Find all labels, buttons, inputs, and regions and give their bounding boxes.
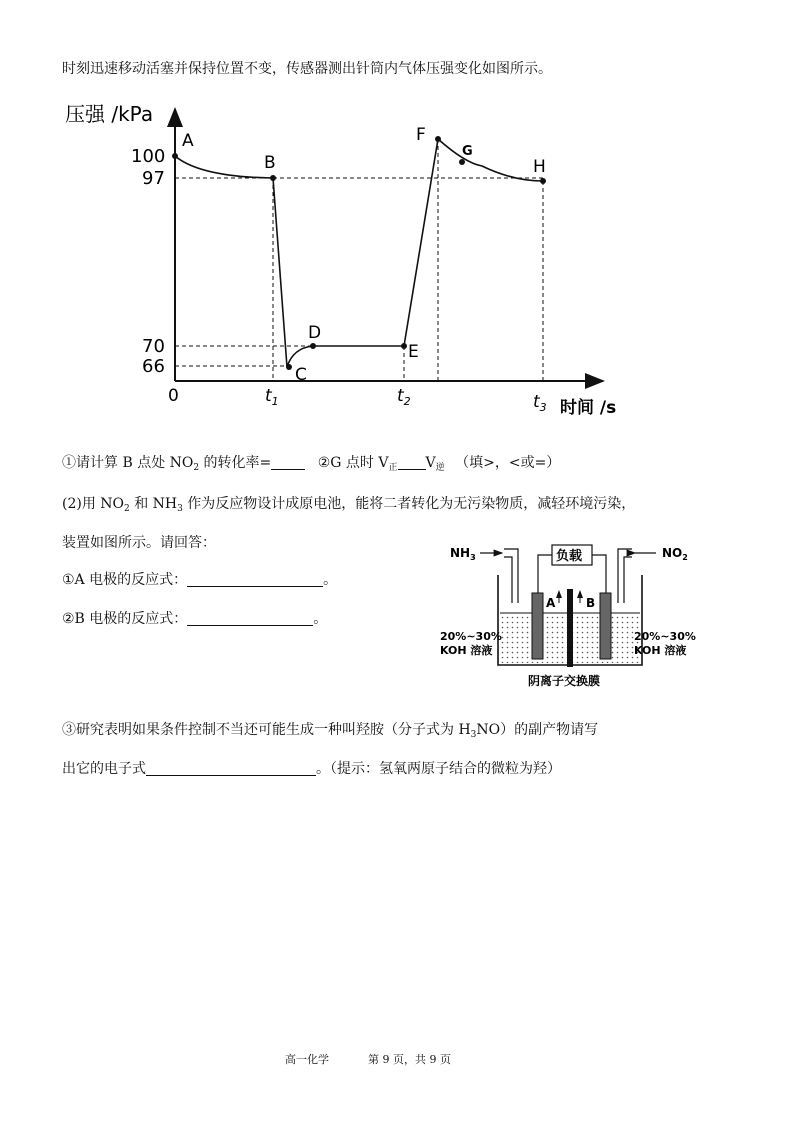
- question-3-line-1: ③研究表明如果条件控制不当还可能生成一种叫羟胺（分子式为 $H_3NO$）的副产物请写: [62, 722, 599, 740]
- label-e: E: [408, 342, 419, 362]
- label-b: B: [264, 153, 276, 173]
- label-g: G: [462, 144, 473, 159]
- point-d: [310, 343, 316, 349]
- point-c: [286, 364, 292, 370]
- point-a: [172, 153, 178, 159]
- intro-text: 时刻迅速移动活塞并保持位置不变，传感器测出针筒内气体压强变化如图所示。: [62, 61, 552, 77]
- membrane-label: 阴离子交换膜: [528, 674, 601, 688]
- electrode-b: [600, 593, 611, 659]
- pressure-curve: [175, 139, 543, 367]
- electrode-b-label: B: [586, 596, 596, 610]
- footer-subject: 高一化学: [285, 1053, 329, 1066]
- point-b: [270, 175, 276, 181]
- nh3-label: $NH_3$: [450, 546, 476, 562]
- label-h: H: [533, 157, 546, 177]
- electrode-a-question: ①A 电极的反应式： 。: [62, 572, 338, 588]
- rate-compare-blank[interactable]: [398, 453, 426, 470]
- electrode-a-label: A: [546, 596, 556, 610]
- electrode-a: [532, 593, 543, 659]
- pressure-time-graph: [55, 95, 655, 430]
- point-g: [459, 159, 465, 165]
- point-f: [435, 136, 441, 142]
- origin-label: 0: [168, 386, 179, 406]
- x-tick-t2: $t_2$: [397, 386, 411, 408]
- conversion-rate-blank[interactable]: [271, 453, 305, 470]
- y-axis-title: 压强 /kPa: [65, 102, 154, 126]
- label-f: F: [416, 125, 426, 145]
- point-e: [401, 343, 407, 349]
- question-3-line-2: 出它的电子式 。（提示：氢氧两原子结合的微粒为羟）: [62, 761, 561, 777]
- x-tick-t1: $t_1$: [265, 386, 279, 408]
- electrode-b-question: ②B 电极的反应式： 。: [62, 611, 328, 627]
- right-solution-name: KOH 溶液: [634, 644, 687, 657]
- label-c: C: [295, 365, 307, 385]
- load-label: 负载: [556, 549, 583, 564]
- label-a: A: [182, 131, 194, 151]
- right-solution-conc: 20%~30%: [634, 630, 696, 643]
- electron-formula-blank[interactable]: [146, 759, 316, 776]
- galvanic-cell-diagram: [420, 535, 720, 695]
- question-2-line-1: (2)用 $NO_2$ 和 $NH_3$ 作为反应物设计成原电池，能将二者转化为无污染物质，减轻环境污染，: [62, 496, 636, 514]
- y-tick-100: 100: [131, 146, 166, 167]
- label-d: D: [308, 323, 322, 343]
- x-tick-t3: $t_3$: [533, 392, 547, 414]
- question-1-line: ①请计算 B 点处 $NO_2$ 的转化率= ②G 点时 $V_正$ $V_逆$ （填>，<或=）: [62, 455, 561, 473]
- left-solution-name: KOH 溶液: [440, 644, 493, 657]
- footer-page-number: 第 9 页，共 9 页: [368, 1053, 451, 1066]
- y-tick-66: 66: [142, 356, 165, 377]
- no2-label: $NO_2$: [662, 546, 688, 562]
- electrode-b-blank[interactable]: [187, 609, 313, 626]
- x-axis-title: 时间 /s: [560, 398, 617, 418]
- left-solution-conc: 20%~30%: [440, 630, 502, 643]
- y-tick-97: 97: [142, 168, 165, 189]
- question-2-line-2: 装置如图所示。请回答：: [62, 535, 216, 551]
- membrane: [567, 589, 573, 667]
- electrode-a-blank[interactable]: [187, 570, 323, 587]
- y-tick-70: 70: [142, 336, 165, 357]
- point-h: [540, 178, 546, 184]
